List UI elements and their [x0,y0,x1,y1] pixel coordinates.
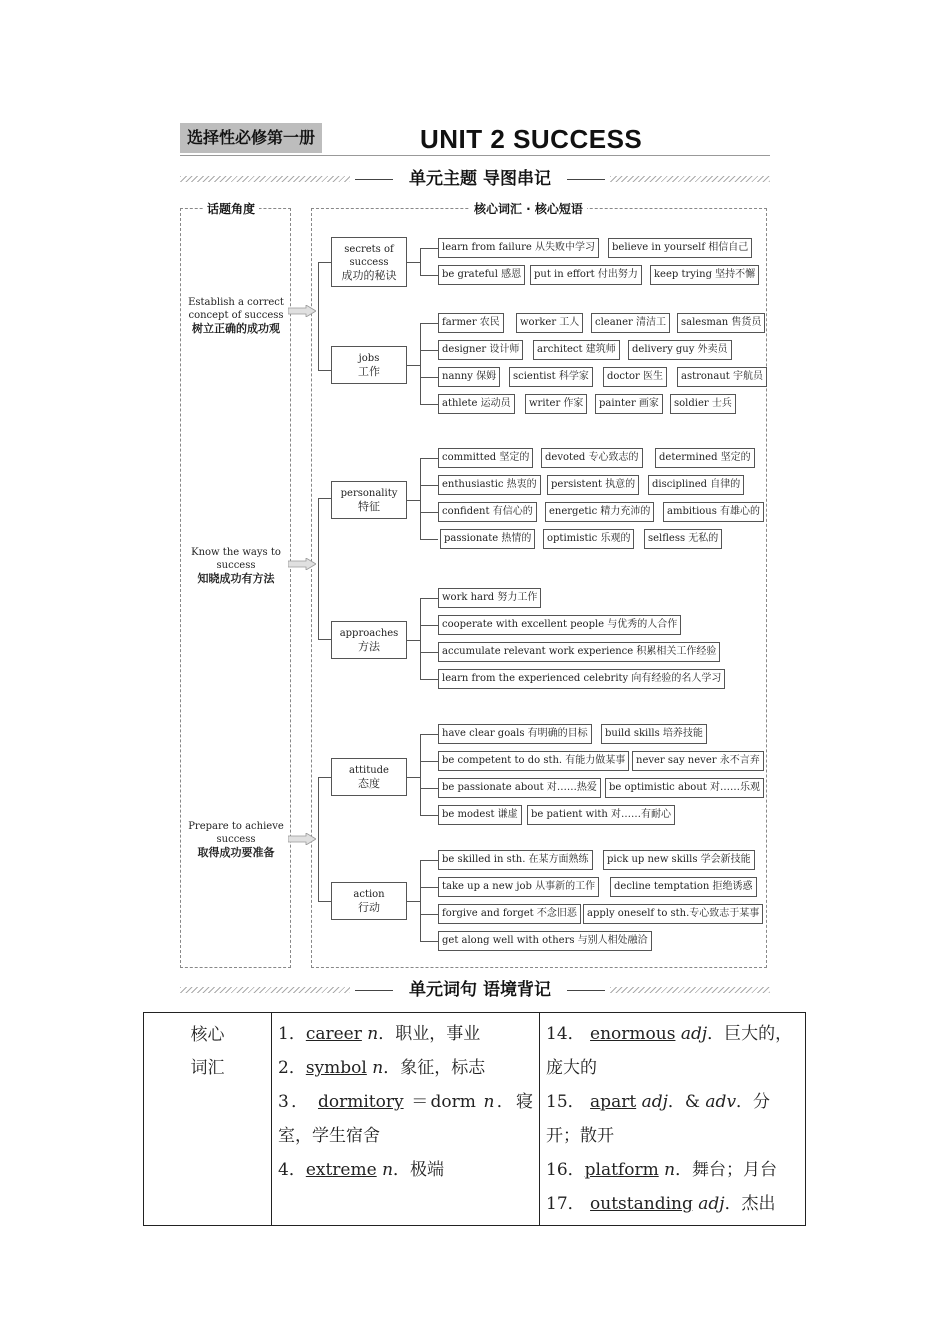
category-en: jobs [358,353,380,364]
category-attitude [331,758,407,796]
phrase-item: committed 坚定的 [438,448,533,468]
category-en: secrets of success [344,243,394,268]
topic-1 [186,296,286,335]
book-tab: 选择性必修第一册 [180,123,322,153]
phrase-item: painter 画家 [595,394,663,414]
phrase-item: learn from the experienced celebrity 向有经验的名人学习 [438,669,725,689]
topic-heading: 话题角度 [203,200,259,217]
banner-title: 单元词句 语境背记 [355,979,605,1001]
phrase-item: cooperate with excellent people 与优秀的人合作 [438,615,681,635]
topic-zh: 树立正确的成功观 [192,322,280,335]
category-approaches [331,621,407,659]
banner-title: 单元主题 导图串记 [355,168,605,190]
topic-en: success [216,834,256,845]
phrase-item: decline temptation 拒绝诱惑 [610,877,757,897]
arrow-right-icon [288,558,316,570]
vocab-label: 核心 [190,1025,225,1045]
phrase-item: optimistic 乐观的 [543,529,634,549]
phrase-item: be modest 谦虚 [438,805,522,825]
phrase-item: enthusiastic 热衷的 [438,475,541,495]
category-action [331,882,407,920]
section-banner-vocab [180,979,770,1001]
arrow-right-icon [288,305,316,317]
phrase-item: be passionate about 对……热爱 [438,778,601,798]
phrase-item: delivery guy 外卖员 [628,340,732,360]
phrase-item: be optimistic about 对……乐观 [605,778,764,798]
category-secrets [331,237,407,287]
phrase-item: athlete 运动员 [438,394,515,414]
phrase-item: astronaut 宇航员 [677,367,767,387]
category-personality [331,481,407,519]
topic-en: Prepare to achieve [188,821,284,832]
phrase-item: be grateful 感恩 [438,265,525,285]
phrase-item: soldier 士兵 [670,394,736,414]
phrase-item: be skilled in sth. 在某方面熟练 [438,850,593,870]
vocab-label: 词汇 [190,1058,225,1078]
category-zh: 工作 [358,365,380,378]
category-zh: 成功的秘诀 [341,268,397,282]
phrase-item: determined 坚定的 [655,448,755,468]
topic-zh: 取得成功要准备 [197,846,275,859]
category-zh: 方法 [358,640,380,653]
phrase-item: confident 有信心的 [438,502,537,522]
vocab-entry: 1．career n．职业，事业 [278,1024,481,1044]
topic-en: Establish a correct [188,297,284,308]
phrase-item: never say never 永不言弃 [632,751,764,771]
phrase-item: apply oneself to sth.专心致志于某事 [583,904,763,924]
phrase-item: salesman 售货员 [677,313,765,333]
topic-3 [186,820,286,859]
phrase-item: farmer 农民 [438,313,504,333]
phrase-item: pick up new skills 学会新技能 [603,850,755,870]
topic-en: Know the ways to [191,547,281,558]
vocab-heading: 核心词汇 · 核心短语 [470,200,587,217]
phrase-item: doctor 医生 [603,367,667,387]
phrase-item: writer 作家 [525,394,587,414]
phrase-item: learn from failure 从失败中学习 [438,238,599,258]
phrase-item: keep trying 坚持不懈 [650,265,759,285]
category-en: action [353,889,385,900]
category-en: personality [340,488,398,499]
phrase-item: ambitious 有雄心的 [663,502,764,522]
phrase-item: build skills 培养技能 [601,724,707,744]
phrase-item: devoted 专心致志的 [541,448,643,468]
vocab-entry: 3． dormitory ＝dorm n．寝室，学生宿舍 [278,1092,533,1146]
vocab-table [143,1012,806,1226]
vocab-entry: 14． enormous adj．巨大的，庞大的 [546,1024,793,1078]
phrase-item: energetic 精力充沛的 [545,502,654,522]
category-zh: 特征 [358,500,380,513]
phrase-item: cleaner 清洁工 [591,313,670,333]
topic-zh: 知晓成功有方法 [197,572,275,585]
vocab-left-cell [272,1013,540,1226]
vocab-right-cell [540,1013,806,1226]
phrase-item: selfless 无私的 [644,529,722,549]
vocab-entry: 16．platform n．舞台；月台 [546,1160,778,1180]
phrase-item: forgive and forget 不念旧恶 [438,904,581,924]
vocab-entry: 15． apart adj．& adv．分开；散开 [546,1092,771,1146]
category-zh: 态度 [358,777,380,790]
topic-en: success [216,560,256,571]
topic-2 [186,546,286,585]
vocab-entry: 2．symbol n．象征，标志 [278,1058,486,1078]
phrase-item: accumulate relevant work experience 积累相关工作经验 [438,642,720,662]
vocab-entry: 4．extreme n．极端 [278,1160,445,1180]
category-zh: 行动 [358,901,380,914]
arrow-right-icon [288,833,316,845]
vocab-label-cell [144,1013,272,1226]
phrase-item: passionate 热情的 [440,529,535,549]
phrase-item: take up a new job 从事新的工作 [438,877,599,897]
phrase-item: persistent 执意的 [547,475,639,495]
phrase-item: designer 设计师 [438,340,523,360]
phrase-item: nanny 保姆 [438,367,500,387]
phrase-item: get along well with others 与别人相处融洽 [438,931,652,951]
header-rule [180,155,770,156]
phrase-item: worker 工人 [516,313,583,333]
phrase-item: architect 建筑师 [533,340,620,360]
phrase-item: be patient with 对……有耐心 [527,805,675,825]
category-en: attitude [349,765,389,776]
phrase-item: disciplined 自律的 [648,475,744,495]
category-jobs [331,346,407,384]
phrase-item: put in effort 付出努力 [530,265,642,285]
topic-en: concept of success [188,310,284,321]
category-en: approaches [339,628,399,639]
phrase-item: have clear goals 有明确的目标 [438,724,592,744]
phrase-item: be competent to do sth. 有能力做某事 [438,751,629,771]
unit-title: UNIT 2 SUCCESS [420,124,643,154]
section-banner-mindmap [180,168,770,190]
phrase-item: scientist 科学家 [509,367,593,387]
phrase-item: work hard 努力工作 [438,588,541,608]
vocab-entry: 17． outstanding adj．杰出 [546,1194,776,1214]
phrase-item: believe in yourself 相信自己 [608,238,752,258]
